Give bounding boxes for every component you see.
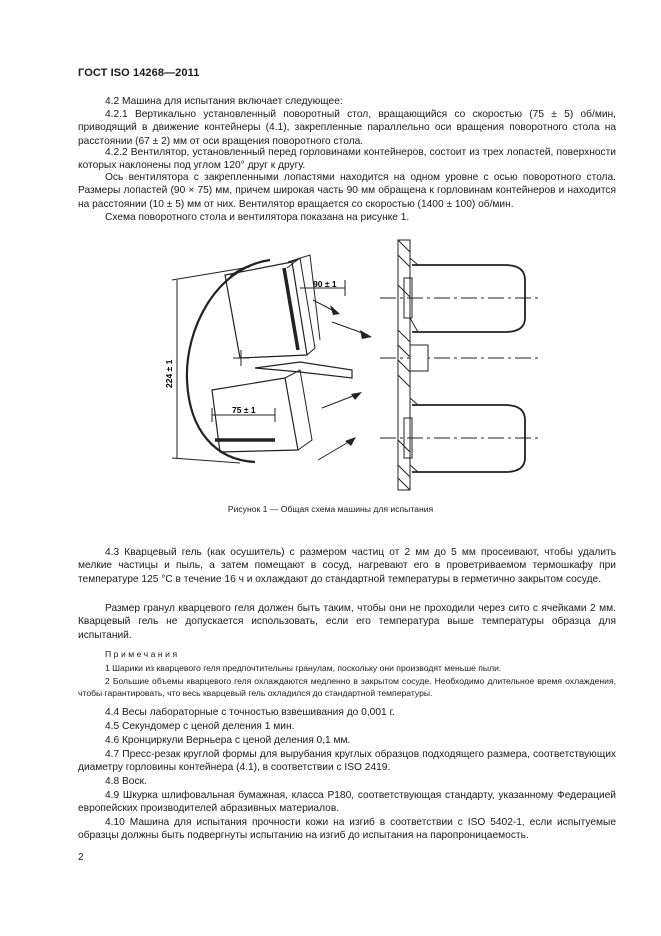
paragraph-4-7: 4.7 Пресс-резак круглой формы для вырубания круглых образцов подходящего размера, соответствующих диаметру горловины контейнера (4.1), в соответствии с ISO 2419. <box>78 749 616 774</box>
paragraph-granule-size: Размер гранул кварцевого геля должен быть таким, чтобы они не проходили через сито с ячейками 2 мм. Кварцевый гель не допускается использовать, если его температура выше температуры образца для испытаний. <box>78 603 616 641</box>
document-header: ГОСТ ISO 14268—2011 <box>78 67 200 79</box>
note-2: 2 Большие объемы кварцевого геля охлаждаются медленно в закрытом сосуде. Необходимо длительное время охлаждения, чтобы гарантировать, что весь кварцевый гель охладился до стандартной температуры. <box>78 676 616 698</box>
paragraph-4-3: 4.3 Кварцевый гель (как осушитель) с размером частиц от 2 мм до 5 мм просеивают, чтобы удалить мелкие частицы и пыль, а затем помещают в сосуд, нагревают его в проветриваемом термошкафу при температуре 125 °С в течение 16 ч и охлаждают до стандартной температуры в герметично закрытом сосуде. <box>78 547 616 585</box>
paragraph-4-2-2: 4.2.2 Вентилятор, установленный перед горловинами контейнеров, состоит из трех лопастей, поверхности которых наклонены под углом 120° друг к другу. <box>78 147 616 172</box>
paragraph-4-2-1: 4.2.1 Вертикально установленный поворотный стол, вращающийся со скоростью (75 ± 5) об/мин, приводящий в движение контейнеры (4.1), закрепленные параллельно оси вращения поворотного стола на расстоянии (67 ± 2) мм от оси вращения поворотного стола. <box>78 109 616 147</box>
paragraph-fan-axis: Ось вентилятора с закрепленными лопастями находится на одном уровне с осью поворотного стола. Размеры лопастей (90 × 75) мм, причем широкая часть 90 мм обращена к горловинам контейнеров и находится на расстоянии (10 ± 5) мм от них. Вентилятор вращается со скоростью (1400 ± 100) об/мин. <box>78 172 616 210</box>
note-1: 1 Шарики из кварцевого геля предпочтительны гранулам, поскольку они производят меньше пыли. <box>105 663 502 673</box>
paragraph-4-4: 4.4 Весы лабораторные с точностью взвешивания до 0,001 г. <box>105 707 395 718</box>
paragraph-4-6: 4.6 Кронциркули Верньера с ценой деления 0,1 мм. <box>105 735 351 746</box>
paragraph-4-8: 4.8 Воск. <box>105 776 147 787</box>
paragraph-4-2: 4.2 Машина для испытания включает следующее: <box>105 96 343 107</box>
notes-title: Примечания <box>105 649 180 659</box>
page-number: 2 <box>78 852 84 863</box>
paragraph-4-5: 4.5 Секундомер с ценой деления 1 мин. <box>105 721 295 732</box>
dim-224-label: 224 ± 1 <box>164 359 174 388</box>
dim-90-label: 90 ± 1 <box>313 279 337 289</box>
dim-75-label: 75 ± 1 <box>232 405 256 415</box>
paragraph-4-9: 4.9 Шкурка шлифовальная бумажная, класса Р180, соответствующая стандарту, указанному Федерацией европейских производителей абразивных материалов. <box>78 790 616 815</box>
paragraph-scheme-ref: Схема поворотного стола и вентилятора показана на рисунке 1. <box>105 212 410 223</box>
paragraph-4-10: 4.10 Машина для испытания прочности кожи на изгиб в соответствии с ISO 5402-1, если испытуемые образцы должны быть подвергнуты испытанию на изгиб до испытания на паропроницаемость. <box>78 817 616 842</box>
figure-caption: Рисунок 1 — Общая схема машины для испытания <box>227 504 434 514</box>
